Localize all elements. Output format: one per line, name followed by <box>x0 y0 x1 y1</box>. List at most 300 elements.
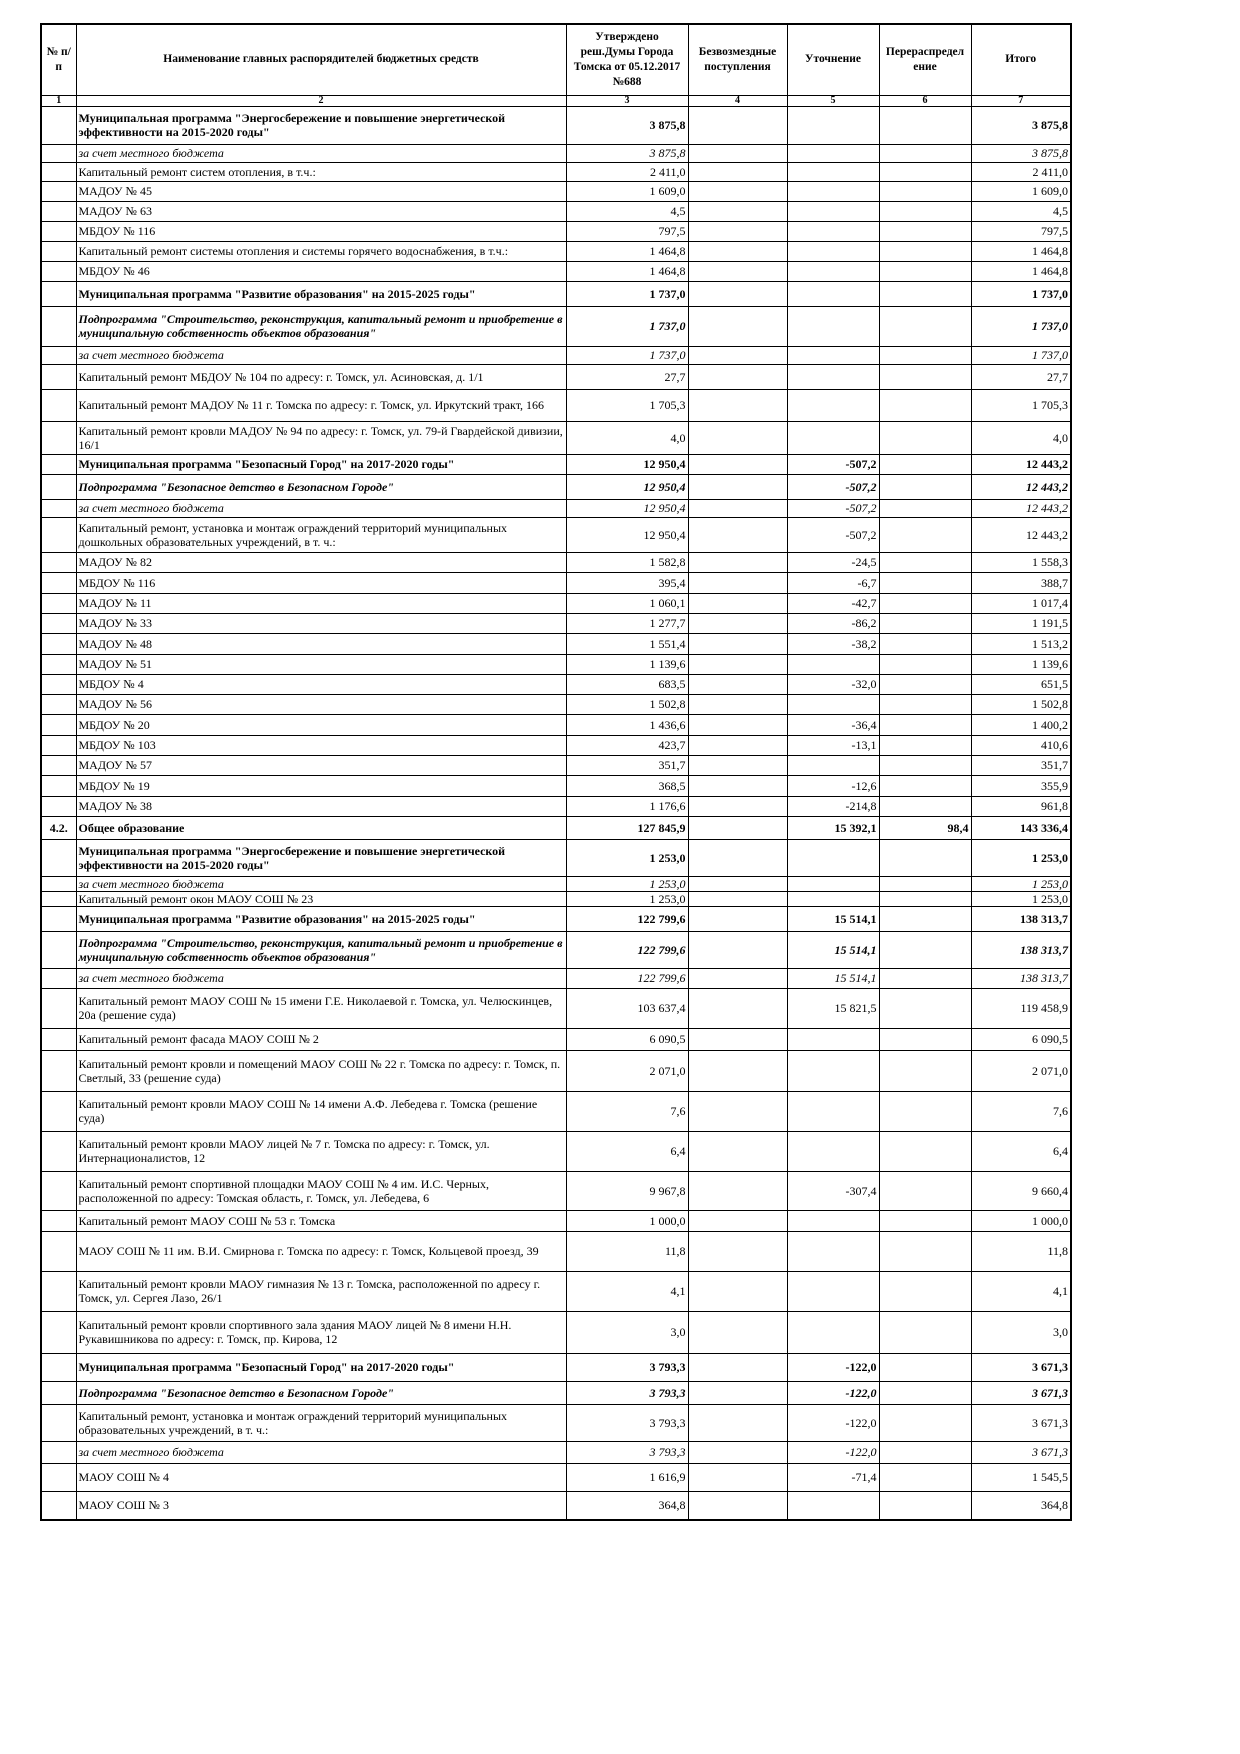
adjustment-value <box>787 1131 879 1171</box>
grants-value <box>688 106 787 144</box>
row-name: Подпрограмма "Безопасное детство в Безопасном Городе" <box>76 474 566 499</box>
grants-value <box>688 1231 787 1271</box>
adjustment-value: -71,4 <box>787 1463 879 1491</box>
table-row <box>41 552 1071 572</box>
row-number <box>41 201 76 221</box>
row-name: Капитальный ремонт МБДОУ № 104 по адресу: г. Томск, ул. Асиновская, д. 1/1 <box>76 364 566 389</box>
total-value: 27,7 <box>971 364 1071 389</box>
adjustment-value <box>787 306 879 346</box>
table-row <box>41 906 1071 931</box>
total-value: 138 313,7 <box>971 968 1071 988</box>
row-name: Муниципальная программа "Безопасный Город" на 2017-2020 годы" <box>76 454 566 474</box>
table-row <box>41 593 1071 613</box>
row-name: Капитальный ремонт кровли МАОУ СОШ № 14 имени А.Ф. Лебедева г. Томска (решение суда) <box>76 1091 566 1131</box>
row-number <box>41 775 76 796</box>
row-number <box>41 1463 76 1491</box>
approved-value: 1 060,1 <box>566 593 688 613</box>
table-row <box>41 613 1071 633</box>
approved-value: 12 950,4 <box>566 474 688 499</box>
adjustment-value: 15 392,1 <box>787 816 879 839</box>
row-name: МАДОУ № 48 <box>76 633 566 654</box>
row-name: Капитальный ремонт спортивной площадки МАОУ СОШ № 4 им. И.С. Черных, расположенной по адресу: Томская область, г. Томск, ул. Лебедева, 6 <box>76 1171 566 1210</box>
redistribution-value <box>879 1381 971 1404</box>
row-name: МАОУ СОШ № 4 <box>76 1463 566 1491</box>
row-number <box>41 1271 76 1311</box>
row-name: МАОУ СОШ № 11 им. В.И. Смирнова г. Томска по адресу: г. Томск, Кольцевой проезд, 39 <box>76 1231 566 1271</box>
total-value: 355,9 <box>971 775 1071 796</box>
approved-value: 368,5 <box>566 775 688 796</box>
approved-value: 103 637,4 <box>566 988 688 1028</box>
adjustment-value <box>787 1091 879 1131</box>
table-row <box>41 499 1071 517</box>
total-value: 1 545,5 <box>971 1463 1071 1491</box>
total-value: 388,7 <box>971 572 1071 593</box>
redistribution-value <box>879 346 971 364</box>
row-number <box>41 1381 76 1404</box>
redistribution-value <box>879 261 971 281</box>
grants-value <box>688 796 787 816</box>
grants-value <box>688 735 787 755</box>
approved-value: 1 464,8 <box>566 241 688 261</box>
adjustment-value: -122,0 <box>787 1353 879 1381</box>
table-row <box>41 1131 1071 1171</box>
adjustment-value <box>787 221 879 241</box>
adjustment-value: -32,0 <box>787 674 879 694</box>
adjustment-value <box>787 281 879 306</box>
total-value: 6 090,5 <box>971 1028 1071 1050</box>
row-number <box>41 572 76 593</box>
approved-value: 1 502,8 <box>566 694 688 714</box>
total-value: 119 458,9 <box>971 988 1071 1028</box>
row-number <box>41 1441 76 1463</box>
approved-value: 7,6 <box>566 1091 688 1131</box>
adjustment-value <box>787 364 879 389</box>
total-value: 3 671,3 <box>971 1381 1071 1404</box>
table-row <box>41 306 1071 346</box>
total-value: 4,0 <box>971 421 1071 454</box>
table-row <box>41 816 1071 839</box>
table-row <box>41 241 1071 261</box>
grants-value <box>688 876 787 891</box>
approved-value: 2 411,0 <box>566 162 688 181</box>
row-number <box>41 613 76 633</box>
approved-value: 1 609,0 <box>566 181 688 201</box>
grants-value <box>688 499 787 517</box>
table-row <box>41 891 1071 906</box>
redistribution-value <box>879 931 971 968</box>
row-number <box>41 499 76 517</box>
row-number <box>41 389 76 421</box>
total-value: 9 660,4 <box>971 1171 1071 1210</box>
total-value: 351,7 <box>971 755 1071 775</box>
total-value: 1 139,6 <box>971 654 1071 674</box>
grants-value <box>688 1463 787 1491</box>
row-number <box>41 517 76 552</box>
grants-value <box>688 389 787 421</box>
row-number <box>41 931 76 968</box>
total-value: 1 558,3 <box>971 552 1071 572</box>
approved-value: 1 551,4 <box>566 633 688 654</box>
redistribution-value <box>879 221 971 241</box>
redistribution-value <box>879 181 971 201</box>
redistribution-value <box>879 1353 971 1381</box>
grants-value <box>688 906 787 931</box>
adjustment-value: -507,2 <box>787 474 879 499</box>
redistribution-value <box>879 1441 971 1463</box>
row-name: Общее образование <box>76 816 566 839</box>
row-name: МАДОУ № 56 <box>76 694 566 714</box>
grants-value <box>688 1171 787 1210</box>
approved-value: 797,5 <box>566 221 688 241</box>
row-name: МБДОУ № 103 <box>76 735 566 755</box>
row-name: МАОУ СОШ № 3 <box>76 1491 566 1520</box>
col-header-name: Наименование главных распорядителей бюджетных средств <box>76 24 566 95</box>
grants-value <box>688 1353 787 1381</box>
approved-value: 1 176,6 <box>566 796 688 816</box>
row-name: МБДОУ № 20 <box>76 714 566 735</box>
row-name: МАДОУ № 45 <box>76 181 566 201</box>
approved-value: 4,5 <box>566 201 688 221</box>
grants-value <box>688 816 787 839</box>
row-name: Капитальный ремонт систем отопления, в т.ч.: <box>76 162 566 181</box>
approved-value: 12 950,4 <box>566 454 688 474</box>
redistribution-value <box>879 593 971 613</box>
total-value: 1 191,5 <box>971 613 1071 633</box>
adjustment-value <box>787 891 879 906</box>
total-value: 11,8 <box>971 1231 1071 1271</box>
table-row <box>41 1311 1071 1353</box>
row-number <box>41 306 76 346</box>
col-num: 6 <box>879 95 971 106</box>
col-header-adjustment: Уточнение <box>787 24 879 95</box>
row-number <box>41 1131 76 1171</box>
row-number <box>41 988 76 1028</box>
redistribution-value <box>879 968 971 988</box>
total-value: 1 609,0 <box>971 181 1071 201</box>
row-name: Муниципальная программа "Безопасный Город" на 2017-2020 годы" <box>76 1353 566 1381</box>
table-row <box>41 454 1071 474</box>
adjustment-value: -42,7 <box>787 593 879 613</box>
row-name: МАДОУ № 51 <box>76 654 566 674</box>
table-row <box>41 1353 1071 1381</box>
approved-value: 1 464,8 <box>566 261 688 281</box>
approved-value: 1 253,0 <box>566 876 688 891</box>
row-number <box>41 694 76 714</box>
adjustment-value: -86,2 <box>787 613 879 633</box>
table-row <box>41 1210 1071 1231</box>
row-name: Капитальный ремонт МАДОУ № 11 г. Томска по адресу: г. Томск, ул. Иркутский тракт, 166 <box>76 389 566 421</box>
adjustment-value <box>787 389 879 421</box>
adjustment-value: 15 514,1 <box>787 906 879 931</box>
col-header-approved: Утверждено реш.Думы Города Томска от 05.12.2017 №688 <box>566 24 688 95</box>
row-name: Капитальный ремонт кровли спортивного зала здания МАОУ лицей № 8 имени Н.Н. Рукавишникова по адресу: г. Томск, пр. Кирова, 12 <box>76 1311 566 1353</box>
redistribution-value <box>879 796 971 816</box>
adjustment-value <box>787 421 879 454</box>
adjustment-value: -38,2 <box>787 633 879 654</box>
table-row <box>41 968 1071 988</box>
row-number <box>41 1491 76 1520</box>
approved-value: 6 090,5 <box>566 1028 688 1050</box>
total-value: 12 443,2 <box>971 474 1071 499</box>
total-value: 2 411,0 <box>971 162 1071 181</box>
row-number <box>41 364 76 389</box>
redistribution-value <box>879 876 971 891</box>
total-value: 410,6 <box>971 735 1071 755</box>
total-value: 1 513,2 <box>971 633 1071 654</box>
col-num: 5 <box>787 95 879 106</box>
grants-value <box>688 201 787 221</box>
table-row <box>41 201 1071 221</box>
table-row <box>41 1091 1071 1131</box>
grants-value <box>688 1491 787 1520</box>
col-header-redistribution: Перераспредел ение <box>879 24 971 95</box>
total-value: 1 502,8 <box>971 694 1071 714</box>
approved-value: 4,0 <box>566 421 688 454</box>
approved-value: 9 967,8 <box>566 1171 688 1210</box>
redistribution-value <box>879 633 971 654</box>
redistribution-value <box>879 389 971 421</box>
table-row <box>41 694 1071 714</box>
table-row <box>41 1491 1071 1520</box>
total-value: 138 313,7 <box>971 931 1071 968</box>
total-value: 1 737,0 <box>971 281 1071 306</box>
adjustment-value: -122,0 <box>787 1441 879 1463</box>
adjustment-value <box>787 1028 879 1050</box>
adjustment-value <box>787 144 879 162</box>
grants-value <box>688 1381 787 1404</box>
redistribution-value <box>879 474 971 499</box>
row-name: за счет местного бюджета <box>76 1441 566 1463</box>
table-row <box>41 181 1071 201</box>
total-value: 1 000,0 <box>971 1210 1071 1231</box>
row-name: МАДОУ № 11 <box>76 593 566 613</box>
approved-value: 3 793,3 <box>566 1381 688 1404</box>
approved-value: 27,7 <box>566 364 688 389</box>
grants-value <box>688 1131 787 1171</box>
adjustment-value: 15 514,1 <box>787 968 879 988</box>
adjustment-value <box>787 1491 879 1520</box>
approved-value: 3 793,3 <box>566 1353 688 1381</box>
redistribution-value <box>879 552 971 572</box>
approved-value: 683,5 <box>566 674 688 694</box>
row-number <box>41 281 76 306</box>
adjustment-value: -122,0 <box>787 1404 879 1441</box>
adjustment-value <box>787 241 879 261</box>
approved-value: 3 793,3 <box>566 1441 688 1463</box>
total-value: 138 313,7 <box>971 906 1071 931</box>
approved-value: 12 950,4 <box>566 517 688 552</box>
approved-value: 12 950,4 <box>566 499 688 517</box>
adjustment-value <box>787 106 879 144</box>
redistribution-value <box>879 572 971 593</box>
approved-value: 351,7 <box>566 755 688 775</box>
grants-value <box>688 1311 787 1353</box>
adjustment-value <box>787 1210 879 1231</box>
approved-value: 3,0 <box>566 1311 688 1353</box>
row-number <box>41 1050 76 1091</box>
total-value: 1 400,2 <box>971 714 1071 735</box>
table-row <box>41 1404 1071 1441</box>
table-row <box>41 221 1071 241</box>
adjustment-value <box>787 201 879 221</box>
grants-value <box>688 714 787 735</box>
redistribution-value <box>879 454 971 474</box>
grants-value <box>688 931 787 968</box>
redistribution-value <box>879 714 971 735</box>
grants-value <box>688 1050 787 1091</box>
approved-value: 3 875,8 <box>566 144 688 162</box>
adjustment-value <box>787 261 879 281</box>
total-value: 7,6 <box>971 1091 1071 1131</box>
col-header-number: № п/п <box>41 24 76 95</box>
total-value: 651,5 <box>971 674 1071 694</box>
redistribution-value <box>879 1091 971 1131</box>
table-row <box>41 1441 1071 1463</box>
table-row <box>41 775 1071 796</box>
adjustment-value <box>787 1231 879 1271</box>
row-name: Капитальный ремонт кровли МАДОУ № 94 по адресу: г. Томск, ул. 79-й Гвардейской дивизии, 16/1 <box>76 421 566 454</box>
table-row <box>41 144 1071 162</box>
approved-value: 1 616,9 <box>566 1463 688 1491</box>
grants-value <box>688 613 787 633</box>
adjustment-value: -507,2 <box>787 499 879 517</box>
adjustment-value <box>787 1050 879 1091</box>
row-number <box>41 181 76 201</box>
total-value: 3 671,3 <box>971 1404 1071 1441</box>
redistribution-value <box>879 1171 971 1210</box>
total-value: 1 253,0 <box>971 839 1071 876</box>
adjustment-value <box>787 162 879 181</box>
table-row <box>41 988 1071 1028</box>
grants-value <box>688 454 787 474</box>
row-name: МБДОУ № 116 <box>76 572 566 593</box>
approved-value: 3 793,3 <box>566 1404 688 1441</box>
table-row <box>41 674 1071 694</box>
col-num: 2 <box>76 95 566 106</box>
table-row <box>41 735 1071 755</box>
redistribution-value <box>879 281 971 306</box>
grants-value <box>688 633 787 654</box>
grants-value <box>688 1271 787 1311</box>
adjustment-value <box>787 181 879 201</box>
total-value: 1 253,0 <box>971 891 1071 906</box>
adjustment-value: -36,4 <box>787 714 879 735</box>
row-name: Капитальный ремонт МАОУ СОШ № 53 г. Томска <box>76 1210 566 1231</box>
row-name: Капитальный ремонт системы отопления и системы горячего водоснабжения, в т.ч.: <box>76 241 566 261</box>
row-name: за счет местного бюджета <box>76 876 566 891</box>
row-name: МАДОУ № 57 <box>76 755 566 775</box>
approved-value: 423,7 <box>566 735 688 755</box>
redistribution-value <box>879 1050 971 1091</box>
row-name: Капитальный ремонт фасада МАОУ СОШ № 2 <box>76 1028 566 1050</box>
row-name: Муниципальная программа "Развитие образования" на 2015-2025 годы" <box>76 906 566 931</box>
table-row <box>41 1028 1071 1050</box>
col-num: 4 <box>688 95 787 106</box>
row-name: Капитальный ремонт кровли МАОУ гимназия № 13 г. Томска, расположенной по адресу г. Томск, ул. Сергея Лазо, 26/1 <box>76 1271 566 1311</box>
row-number <box>41 144 76 162</box>
row-name: Капитальный ремонт МАОУ СОШ № 15 имени Г.Е. Николаевой г. Томска, ул. Челюскинцев, 20а (решение суда) <box>76 988 566 1028</box>
approved-value: 127 845,9 <box>566 816 688 839</box>
row-number <box>41 261 76 281</box>
redistribution-value <box>879 1131 971 1171</box>
redistribution-value: 98,4 <box>879 816 971 839</box>
row-number <box>41 633 76 654</box>
approved-value: 1 582,8 <box>566 552 688 572</box>
table-row <box>41 106 1071 144</box>
adjustment-value: -12,6 <box>787 775 879 796</box>
row-number <box>41 755 76 775</box>
row-number <box>41 968 76 988</box>
redistribution-value <box>879 201 971 221</box>
table-row <box>41 876 1071 891</box>
row-number <box>41 1171 76 1210</box>
total-value: 797,5 <box>971 221 1071 241</box>
approved-value: 122 799,6 <box>566 906 688 931</box>
row-name: МБДОУ № 19 <box>76 775 566 796</box>
table-row <box>41 1381 1071 1404</box>
grants-value <box>688 221 787 241</box>
adjustment-value <box>787 755 879 775</box>
table-row <box>41 931 1071 968</box>
redistribution-value <box>879 1271 971 1311</box>
redistribution-value <box>879 1231 971 1271</box>
row-number <box>41 1404 76 1441</box>
row-name: Капитальный ремонт, установка и монтаж ограждений территорий муниципальных дошкольных образовательных учреждений, в т. ч.: <box>76 517 566 552</box>
total-value: 3 671,3 <box>971 1441 1071 1463</box>
redistribution-value <box>879 654 971 674</box>
adjustment-value: -6,7 <box>787 572 879 593</box>
grants-value <box>688 162 787 181</box>
total-value: 1 253,0 <box>971 876 1071 891</box>
row-number <box>41 474 76 499</box>
grants-value <box>688 1210 787 1231</box>
header-row <box>41 24 1071 95</box>
total-value: 12 443,2 <box>971 517 1071 552</box>
approved-value: 1 737,0 <box>566 346 688 364</box>
row-name: Капитальный ремонт, установка и монтаж ограждений территорий муниципальных образовательных учреждений, в т. ч.: <box>76 1404 566 1441</box>
row-number <box>41 906 76 931</box>
total-value: 4,5 <box>971 201 1071 221</box>
grants-value <box>688 181 787 201</box>
redistribution-value <box>879 891 971 906</box>
redistribution-value <box>879 306 971 346</box>
adjustment-value: -507,2 <box>787 517 879 552</box>
row-number <box>41 796 76 816</box>
grants-value <box>688 674 787 694</box>
table-row <box>41 364 1071 389</box>
table-row <box>41 1231 1071 1271</box>
grants-value <box>688 474 787 499</box>
total-value: 3 875,8 <box>971 106 1071 144</box>
row-number <box>41 1353 76 1381</box>
adjustment-value: -507,2 <box>787 454 879 474</box>
table-row <box>41 346 1071 364</box>
table-row <box>41 162 1071 181</box>
grants-value <box>688 261 787 281</box>
approved-value: 1 253,0 <box>566 891 688 906</box>
grants-value <box>688 988 787 1028</box>
row-name: Подпрограмма "Безопасное детство в Безопасном Городе" <box>76 1381 566 1404</box>
redistribution-value <box>879 162 971 181</box>
redistribution-value <box>879 1028 971 1050</box>
approved-value: 11,8 <box>566 1231 688 1271</box>
redistribution-value <box>879 674 971 694</box>
adjustment-value: -13,1 <box>787 735 879 755</box>
adjustment-value <box>787 654 879 674</box>
redistribution-value <box>879 106 971 144</box>
total-value: 1 464,8 <box>971 261 1071 281</box>
grants-value <box>688 281 787 306</box>
